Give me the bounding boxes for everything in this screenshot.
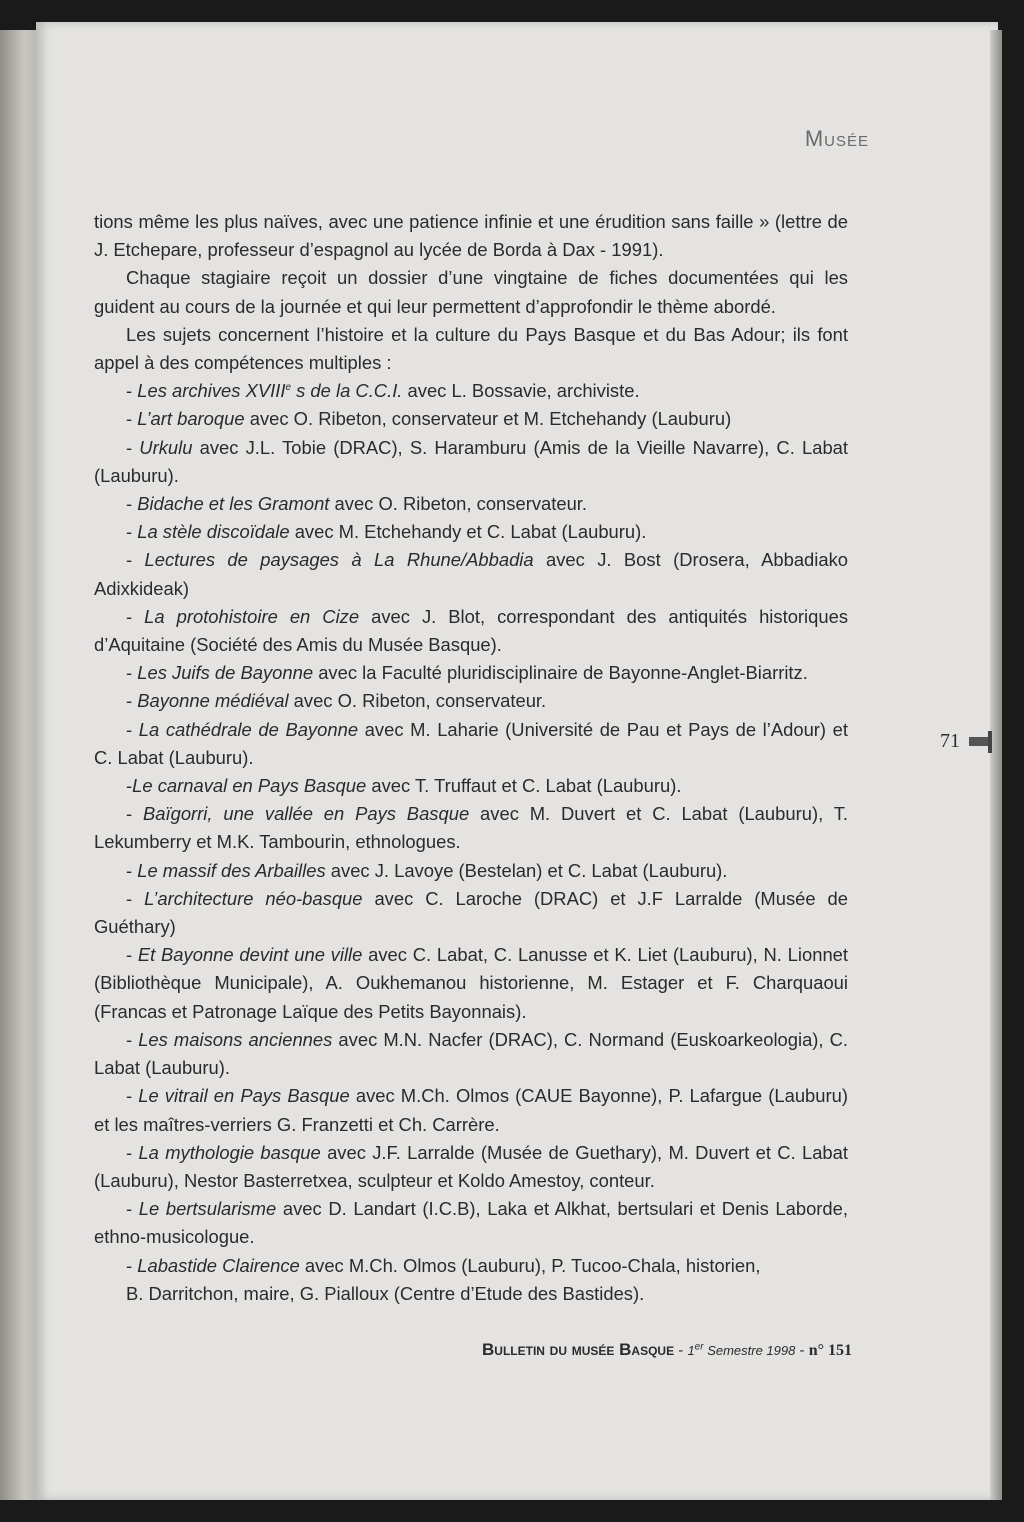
list-item: - Le vitrail en Pays Basque avec M.Ch. Olmos (CAUE Bayonne), P. Lafargue (Lauburu) et les maîtres-verriers G. Franzetti et Ch. Carrère.	[94, 1085, 848, 1135]
item-title: La mythologie basque	[138, 1141, 321, 1163]
list-item: - Bidache et les Gramont avec O. Ribeton, conservateur.	[126, 493, 588, 515]
item-title: Le massif des Arbailles	[137, 859, 326, 881]
item-title: Les maisons anciennes	[138, 1028, 333, 1050]
list-item: - La stèle discoïdale avec M. Etchehandy et C. Labat (Lauburu).	[126, 521, 647, 543]
item-title: La stèle discoïdale	[137, 521, 290, 543]
left-page-edge	[0, 30, 40, 1500]
section-header: Musée	[804, 126, 869, 151]
item-title: Les archives XVIIIe s de la C.C.I.	[137, 380, 403, 402]
page-tab-marker	[969, 737, 990, 746]
item-title: Lectures de paysages à La Rhune/Abbadia	[144, 549, 534, 571]
item-title: Labastide Clairence	[137, 1254, 300, 1276]
issue-label: 1er Semestre 1998	[687, 1341, 796, 1358]
running-footer: Bulletin du musée Basque - 1er Semestre 1998 - n° 151	[482, 1340, 852, 1359]
list-item: - Le massif des Arbailles avec J. Lavoye (Bestelan) et C. Labat (Lauburu).	[126, 859, 728, 881]
item-title: L’architecture néo-basque	[144, 887, 363, 909]
list-item: - Les Juifs de Bayonne avec la Faculté pluridisciplinaire de Bayonne-Anglet-Biarritz.	[126, 662, 808, 684]
list-item: - Les maisons anciennes avec M.N. Nacfer (DRAC), C. Normand (Euskoarkeologia), C. Labat (Lauburu).	[94, 1028, 848, 1079]
item-title: Bayonne médiéval	[137, 690, 289, 712]
paragraph-subjects: Les sujets concernent l’histoire et la culture du Pays Basque et du Bas Adour; ils font appel à des compétences multiples :	[94, 323, 848, 374]
issue-number: n° 151	[808, 1342, 852, 1359]
list-item: - La cathédrale de Bayonne avec M. Laharie (Université de Pau et Pays de l’Adour) et C. Labat (Lauburu).	[94, 718, 849, 768]
item-title: La cathédrale de Bayonne	[138, 718, 359, 740]
item-title: Bidache et les Gramont	[137, 493, 330, 515]
item-title: Urkulu	[139, 436, 193, 458]
journal-title: Bulletin du musée Basque	[482, 1340, 675, 1359]
list-item: - Lectures de paysages à La Rhune/Abbadia avec J. Bost (Drosera, Abbadiako Adixkideak)	[94, 549, 849, 599]
list-item: - L’architecture néo-basque avec C. Laroche (DRAC) et J.F Larralde (Musée de Guéthary)	[94, 887, 849, 938]
list-item: - Les archives XVIIIe s de la C.C.I. avec L. Bossavie, archiviste.	[126, 380, 640, 402]
item-title: Le vitrail en Pays Basque	[138, 1085, 350, 1107]
item-title: Baïgorri, une vallée en Pays Basque	[142, 803, 470, 825]
list-item: - Labastide Clairence avec M.Ch. Olmos (Lauburu), P. Tucoo-Chala, historien,	[126, 1254, 761, 1276]
article-body	[94, 208, 848, 1308]
page-number: 71	[940, 730, 960, 752]
list-item: - La mythologie basque avec J.F. Larralde (Musée de Guethary), M. Duvert et C. Labat (Lauburu), Nestor Basterretxea, sculpteur et Koldo Amestoy, conteur.	[94, 1141, 849, 1191]
paragraph-dossier: Chaque stagiaire reçoit un dossier d’une vingtaine de fiches documentées qui les guident au cours de la journée et qui leur permettent d’approfondir le thème abordé.	[94, 267, 848, 317]
item-title: Et Bayonne devint une ville	[137, 944, 363, 966]
item-title: Le carnaval en Pays Basque	[132, 775, 367, 797]
paragraph-continuation: tions même les plus naïves, avec une patience infinie et une érudition sans faille » (lettre de J. Etchepare, professeur d’espagnol au lycée de Borda à Dax - 1991).	[94, 211, 848, 261]
list-item: - Baïgorri, une vallée en Pays Basque avec M. Duvert et C. Labat (Lauburu), T. Lekumberry et M.K. Tambourin, ethnologues.	[94, 803, 848, 853]
page-tab-marker-end	[988, 731, 992, 753]
list-item: - Le bertsularisme avec D. Landart (I.C.B), Laka et Alkhat, bertsulari et Denis Laborde, ethno-musicologue.	[94, 1198, 849, 1248]
item-title: L’art baroque	[137, 408, 245, 430]
item-title: Les Juifs de Bayonne	[137, 662, 314, 684]
list-item: - L’art baroque avec O. Ribeton, conservateur et M. Etchehandy (Lauburu)	[126, 408, 732, 430]
item-title: La protohistoire en Cize	[144, 605, 360, 627]
list-item: - Urkulu avec J.L. Tobie (DRAC), S. Haramburu (Amis de la Vieille Navarre), C. Labat (Lauburu).	[94, 436, 849, 486]
list-item: - Bayonne médiéval avec O. Ribeton, conservateur.	[126, 690, 547, 712]
item-title: Le bertsularisme	[138, 1198, 277, 1220]
page-fore-edge	[990, 30, 1002, 1500]
list-item: - La protohistoire en Cize avec J. Blot, correspondant des antiquités historiques d’Aquitaine (Société des Amis du Musée Basque).	[94, 605, 849, 656]
list-item: - Et Bayonne devint une ville avec C. Labat, C. Lanusse et K. Liet (Lauburu), N. Lionnet (Bibliothèque Municipale), A. Oukhemanou historienne, M. Estager et F. Charquaoui (Francas et Patronage Laïque des Petits Bayonnais).	[94, 944, 849, 1022]
list-item-continuation: B. Darritchon, maire, G. Pialloux (Centre d’Etude des Bastides).	[126, 1282, 645, 1304]
list-item: -Le carnaval en Pays Basque avec T. Truffaut et C. Labat (Lauburu).	[126, 775, 682, 797]
